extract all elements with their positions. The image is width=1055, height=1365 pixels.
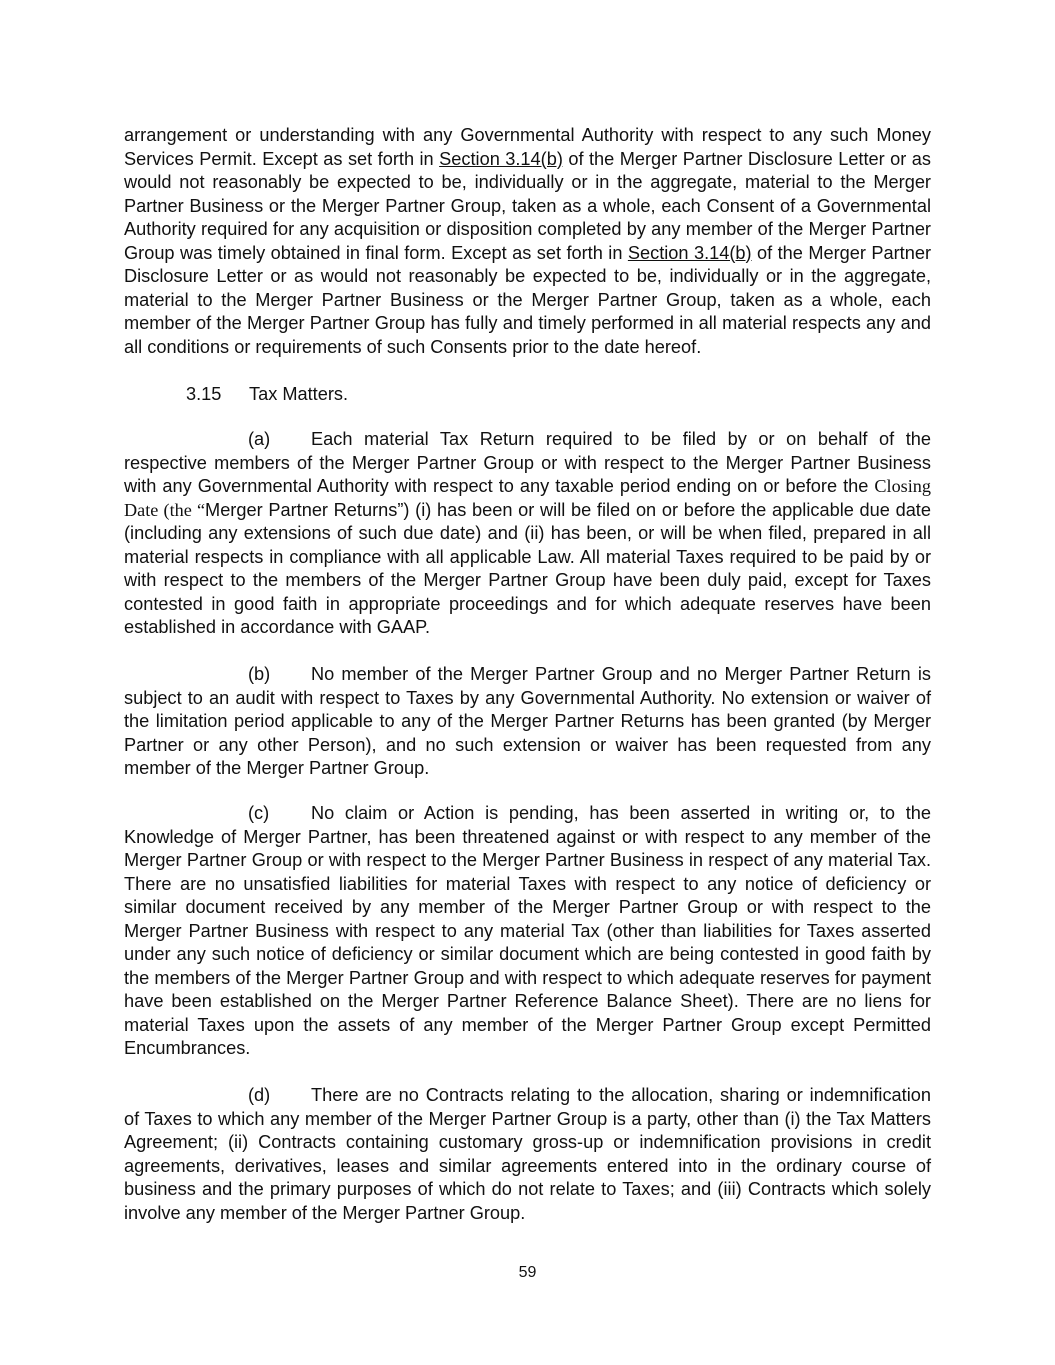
clause-text: No claim or Action is pending, has been asserted in writing or, to the Knowledge of Merger Partner, has been threatened against or with respect to any member of the Merger Partner Group or with respect to the Merger Partner Business in respect of any material Tax. There are no unsatisfied liabilities for material Taxes with respect to any notice of deficiency or similar document received by any member of the Merger Partner Group or with respect to the Merger Partner Business with respect to any material Tax (other than liabilities for Taxes asserted under any such notice of deficiency or similar document which are being contested in good faith by the members of the Merger Partner Group and with respect to which adequate reserves for payment have been established on the Merger Partner Reference Balance Sheet). There are no liens for material Taxes upon the assets of any member of the Merger Partner Group except Permitted Encumbrances. bbox=[124, 803, 931, 1058]
section-heading bbox=[186, 383, 348, 407]
clause-b bbox=[124, 663, 931, 781]
clause-text: Each material Tax Return required to be filed by or on behalf of the respective members of the Merger Partner Group or with respect to the Merger Partner Business with any Governmental Authority with respect to any taxable period ending on or before the bbox=[124, 429, 931, 496]
clause-c bbox=[124, 802, 931, 1061]
clause-text: No member of the Merger Partner Group and no Merger Partner Return is subject to an audit with respect to Taxes by any Governmental Authority. No extension or waiver of the limitation period applicable to any of the Merger Partner Returns has been granted (by Merger Partner or any other Person), and no such extension or waiver has been requested from any member of the Merger Partner Group. bbox=[124, 664, 931, 778]
clause-label: (d) bbox=[248, 1085, 271, 1105]
clause-label: (a) bbox=[248, 429, 271, 449]
clause-text: Closing Date (the “ bbox=[124, 476, 931, 520]
clause-label: (c) bbox=[248, 803, 270, 823]
clause-a bbox=[124, 428, 931, 640]
paragraph-text: of the Merger Partner Disclosure Letter or as would not reasonably be expected to be, individually or in the aggregate, material to the Merger Partner Business or the Merger Partner Group, taken as a whole, each member of the Merger Partner Group has fully and timely performed in all material respects any and all conditions or requirements of such Consents prior to the date hereof. bbox=[124, 242, 932, 357]
paragraph-text: of the Merger Partner Disclosure Letter or as would not reasonably be expected to be, individually or in the aggregate, material to the Merger Partner Business or the Merger Partner Group, taken as a whole, each Consent of a Governmental Authority required for any acquisition or disposition completed by any member of the Merger Partner Group was timely obtained in final form. Except as set forth in bbox=[124, 148, 931, 263]
section-number: 3.15 bbox=[186, 384, 222, 404]
defined-term: Merger Partner Returns bbox=[205, 499, 398, 520]
section-title: Tax Matters. bbox=[249, 384, 349, 404]
page-number: 59 bbox=[518, 1264, 537, 1281]
section-reference: Section 3.14(b) bbox=[439, 148, 563, 169]
clause-text: There are no Contracts relating to the allocation, sharing or indemnification of Taxes to which any member of the Merger Partner Group is a party, other than (i) the Tax Matters Agreement; (ii) Contracts containing customary gross-up or indemnification provisions in credit agreements, derivatives, leases and similar agreements entered into in the ordinary course of business and the primary purposes of which do not relate to Taxes; and (iii) Contracts which solely involve any member of the Merger Partner Group. bbox=[124, 1085, 931, 1223]
clause-label: (b) bbox=[248, 664, 271, 684]
clause-text: ”) (i) has been or will be filed on or before the applicable due date (including any extensions of such due date) and (ii) has been, or will be when filed, prepared in all material respects in compliance with all applicable Law. All material Taxes required to be paid by or with respect to the members of the Merger Partner Group have been duly paid, except for Taxes contested in good faith in appropriate proceedings and for which adequate reserves have been established in accordance with GAAP. bbox=[124, 499, 931, 637]
section-reference: Section 3.14(b) bbox=[627, 242, 752, 263]
paragraph-continuation bbox=[124, 124, 931, 359]
paragraph-text: arrangement or understanding with any Governmental Authority with respect to any such Money Services Permit. Except as set forth in bbox=[124, 125, 931, 169]
clause-d bbox=[124, 1084, 931, 1225]
